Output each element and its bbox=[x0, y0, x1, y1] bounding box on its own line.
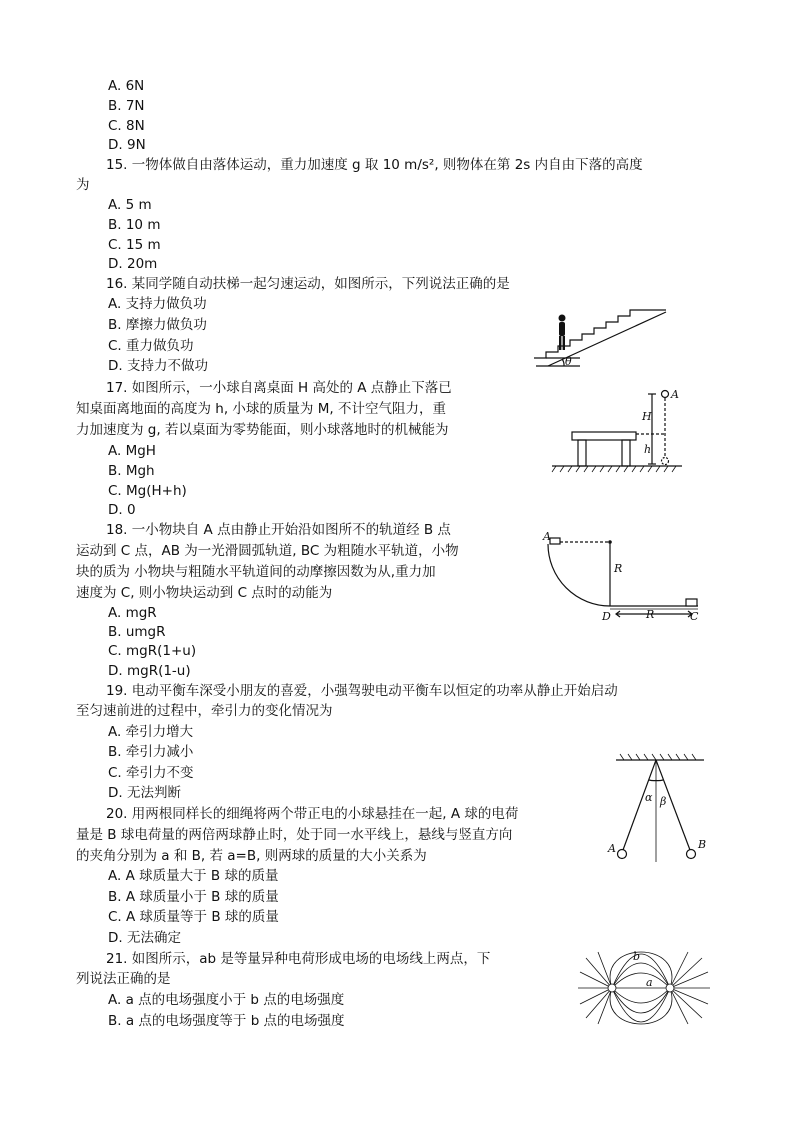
q17-option-a: A. MgH bbox=[108, 443, 156, 459]
label-r-vertical: R bbox=[614, 562, 623, 575]
q16-stem: 16. 某同学随自动扶梯一起匀速运动，如图所示，下列说法正确的是 bbox=[106, 276, 510, 292]
label-big-h: H bbox=[642, 410, 652, 423]
q18-option-d: D. mgR(1-u) bbox=[108, 663, 191, 679]
table-ball-figure bbox=[548, 384, 686, 474]
q18-stem-cont2: 块的质为 小物块与粗随水平轨道间的动摩擦因数为从,重力加 bbox=[76, 564, 436, 580]
label-a: A bbox=[543, 530, 551, 543]
ball-a-label: A bbox=[608, 842, 616, 855]
q16-option-c: C. 重力做负功 bbox=[108, 338, 194, 354]
q14-option-c: C. 8N bbox=[108, 118, 145, 134]
hanging-balls-figure bbox=[604, 752, 716, 864]
q17-stem: 17. 如图所示，一小球自离桌面 H 高处的 A 点静止下落已 bbox=[106, 380, 452, 396]
q17-stem-cont2: 力加速度为 g, 若以桌面为零势能面，则小球落地时的机械能为 bbox=[76, 422, 449, 438]
label-d: D bbox=[602, 610, 611, 623]
q15-option-b: B. 10 m bbox=[108, 217, 161, 233]
q19-option-a: A. 牵引力增大 bbox=[108, 724, 194, 740]
q18-option-b: B. umgR bbox=[108, 624, 166, 640]
q15-option-a: A. 5 m bbox=[108, 197, 152, 213]
q14-option-b: B. 7N bbox=[108, 98, 145, 114]
q20-option-b: B. A 球质量小于 B 球的质量 bbox=[108, 889, 279, 905]
q18-option-c: C. mgR(1+u) bbox=[108, 643, 197, 659]
q15-option-c: C. 15 m bbox=[108, 237, 161, 253]
q16-option-a: A. 支持力做负功 bbox=[108, 296, 207, 312]
q17-option-c: C. Mg(H+h) bbox=[108, 483, 187, 499]
field-lines-figure bbox=[576, 950, 714, 1026]
q14-option-d: D. 9N bbox=[108, 137, 146, 153]
q19-stem: 19. 电动平衡车深受小朋友的喜爱，小强驾驶电动平衡车以恒定的功率从静止开始启动 bbox=[106, 683, 618, 699]
label-small-h: h bbox=[644, 443, 652, 456]
q20-option-a: A. A 球质量大于 B 球的质量 bbox=[108, 868, 279, 884]
q21-option-b: B. a 点的电场强度等于 b 点的电场强度 bbox=[108, 1013, 345, 1029]
label-c: C bbox=[690, 610, 699, 623]
q18-stem-cont1: 运动到 C 点，AB 为一光滑圆弧轨道, BC 为粗随水平轨道，小物 bbox=[76, 543, 459, 559]
q17-option-d: D. 0 bbox=[108, 502, 136, 518]
q15-stem: 15. 一物体做自由落体运动，重力加速度 g 取 10 m/s², 则物体在第 2s 内自由下落的高度 bbox=[106, 157, 643, 173]
q20-stem-cont1: 量是 B 球电荷量的两倍两球静止时，处于同一水平线上，悬线与竖直方向 bbox=[76, 827, 513, 843]
q19-option-c: C. 牵引力不变 bbox=[108, 765, 194, 781]
q15-option-d: D. 20m bbox=[108, 256, 158, 272]
q21-stem: 21. 如图所示，ab 是等量异种电荷形成电场的电场线上两点，下 bbox=[106, 951, 491, 967]
point-a-label: a bbox=[646, 976, 653, 989]
q14-option-a: A. 6N bbox=[108, 78, 145, 94]
q15-stem-cont: 为 bbox=[76, 177, 90, 193]
q21-stem-cont: 列说法正确的是 bbox=[76, 971, 171, 987]
q21-option-a: A. a 点的电场强度小于 b 点的电场强度 bbox=[108, 992, 345, 1008]
q16-option-b: B. 摩擦力做负功 bbox=[108, 317, 207, 333]
q20-option-d: D. 无法确定 bbox=[108, 930, 181, 946]
label-a: A bbox=[671, 388, 679, 401]
q20-stem: 20. 用两根同样长的细绳将两个带正电的小球悬挂在一起, A 球的电荷 bbox=[106, 806, 519, 822]
q16-option-d: D. 支持力不做功 bbox=[108, 358, 208, 374]
q17-stem-cont1: 知桌面离地面的高度为 h, 小球的质量为 M, 不计空气阻力，重 bbox=[76, 401, 446, 417]
label-r-horizontal: R bbox=[646, 608, 655, 621]
ball-b-label: B bbox=[698, 838, 707, 851]
point-b-label: b bbox=[633, 950, 641, 963]
beta-label: β bbox=[660, 795, 667, 808]
arc-track-figure bbox=[540, 532, 706, 624]
q17-option-b: B. Mgh bbox=[108, 463, 155, 479]
q18-stem-cont3: 速度为 C, 则小物块运动到 C 点时的动能为 bbox=[76, 585, 333, 601]
q18-stem: 18. 一小物块自 A 点由静止开始沿如图所不的轨道经 B 点 bbox=[106, 522, 451, 538]
alpha-label: α bbox=[645, 791, 653, 804]
q18-option-a: A. mgR bbox=[108, 605, 157, 621]
q20-option-c: C. A 球质量等于 B 球的质量 bbox=[108, 909, 279, 925]
theta-label: θ bbox=[565, 355, 572, 368]
escalator-figure bbox=[534, 306, 674, 370]
q19-stem-cont: 至匀速前进的过程中，牵引力的变化情况为 bbox=[76, 703, 333, 719]
q19-option-b: B. 牵引力减小 bbox=[108, 744, 194, 760]
q20-stem-cont2: 的夹角分别为 a 和 B, 若 a=B, 则两球的质量的大小关系为 bbox=[76, 848, 427, 864]
q19-option-d: D. 无法判断 bbox=[108, 785, 181, 801]
